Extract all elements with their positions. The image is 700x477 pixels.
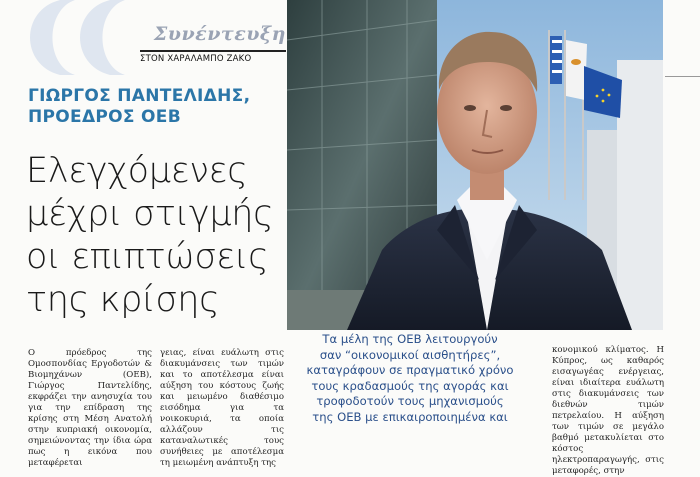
pull-quote-line-1: Τα μέλη της ΟΕΒ λειτουργούν [322, 332, 498, 346]
pull-quote-line-2: σαν “οικονομικοί αισθητήρες”, [319, 347, 501, 362]
kicker-line-1: ΓΙΩΡΓΟΣ ΠΑΝΤΕΛΙΔΗΣ, [28, 86, 251, 106]
section-rule [140, 50, 286, 52]
section-label: Συνέντευξη [153, 23, 286, 45]
pull-quote-line-6: της ΟΕΒ με επικαιροποιημένα και [312, 409, 508, 424]
headline-line-2: μέχρι στιγμής [26, 194, 274, 234]
kicker-line-2: ΠΡΟΕΔΡΟΣ ΟΕΒ [28, 107, 181, 127]
body-column-4: κονομικού κλίματος. Η Κύπρος, ως καθαρός εισαγωγέας ενέργειας, είναι ιδιαίτερα ευάλωτη στις διακυμάνσεις των διεθνών τιμών πετρελαίου. Η αύξηση των τιμών σε μεγάλο βαθμό μετακυλίεται στο κόστος ηλεκτροπαραγωγής, στις μεταφορές, στην [552, 345, 664, 476]
margin-rule [665, 76, 700, 77]
headline-line-4: της κρίσης [26, 280, 220, 320]
pull-quote [290, 332, 530, 426]
byline: ΣΤΟΝ ΧΑΡΑΛΑΜΠΟ ΖΑΚΟ [140, 54, 252, 64]
pull-quote-line-3: καταγράφουν σε πραγματικό χρόνο [306, 363, 514, 378]
pull-quote-line-5: τροφοδοτούν τους μηχανισμούς [316, 394, 504, 409]
quote-mark-icon [0, 0, 150, 70]
section-tag [140, 20, 286, 54]
body-column-2: γειας, είναι ευάλωτη στις διακυμάνσεις των τιμών και το αποτέλεσμα είναι αύξηση του κόστους ζωής και μειωμένο διαθέσιμο εισόδημα για τα νοικοκυριά, τα οποία αλλάζουν τις καταναλωτικές τους συνήθειες με αποτέλεσμα τη μειωμένη ανάπτυξη της [160, 348, 284, 468]
page-margin [663, 0, 700, 430]
headline-line-3: οι επιπτώσεις [26, 237, 269, 277]
body-column-1: Ο πρόεδρος της Ομοσπονδίας Εργοδοτών & Βιομηχάνων (ΟΕΒ), Γιώργος Παντελίδης, εκφράζει την ανησυχία του για την επίδραση της κρίσης στη Μέση Ανατολή στην κυπριακή οικονομία, σημειώνοντας την ίδια ώρα πως η εικόνα που μεταφέρεται [28, 348, 152, 468]
headline [26, 150, 288, 322]
pull-quote-line-4: τους κραδασμούς της αγοράς και [311, 378, 509, 393]
kicker [28, 86, 286, 128]
portrait-photo [287, 0, 663, 330]
headline-line-1: Ελεγχόμενες [26, 151, 248, 191]
